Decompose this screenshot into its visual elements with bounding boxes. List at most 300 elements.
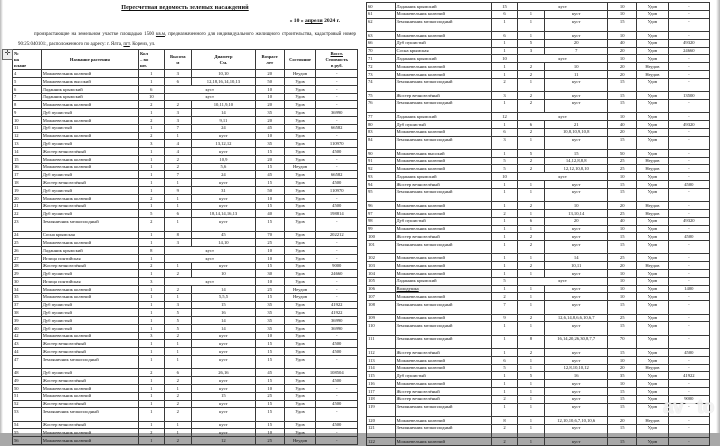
cell-height: 1: [164, 340, 191, 348]
column-header-count-l2: – во: [140, 56, 149, 62]
cell-name: Дуб пушистый: [41, 270, 138, 278]
cell-state: Удов: [636, 356, 668, 364]
cell-cost: -: [668, 165, 709, 173]
cell-state: Удов: [284, 194, 316, 202]
cell-diameter: куст: [544, 285, 607, 293]
cell-cost: -: [668, 322, 709, 335]
cell-cost: -: [316, 117, 358, 125]
cell-state: Неудов: [636, 165, 668, 173]
cell-cost: -: [668, 128, 709, 136]
cell-age: 70: [255, 231, 284, 239]
cell-state: Удов: [284, 171, 316, 179]
cell-count: 6: [139, 85, 165, 93]
cell-diameter: куст: [164, 93, 255, 101]
cell-count: 1: [139, 421, 165, 429]
cell-age: 15: [608, 188, 637, 201]
cell-name: Можжевельник колючий: [395, 225, 492, 233]
cell-height: 1: [164, 421, 191, 429]
cell-age: 15: [608, 136, 637, 149]
table-body-left: [13, 70, 358, 445]
cell-num: 83: [367, 128, 396, 136]
table-row: [13, 286, 358, 294]
cell-count: 2: [492, 78, 517, 91]
cell-cost: -: [668, 335, 709, 348]
table-row: [367, 254, 710, 262]
cell-height: 1: [517, 364, 544, 372]
table-row: [367, 99, 710, 112]
cell-name: Можжевельник колючий: [41, 293, 138, 301]
cell-age: 40: [608, 39, 637, 47]
cell-height: 3: [164, 117, 191, 125]
cell-height: 2: [517, 92, 544, 100]
cell-age: 25: [255, 239, 284, 247]
cell-diameter: куст: [192, 384, 256, 392]
cell-diameter: 16,14,20,26,30,8,7,7: [544, 335, 607, 348]
cell-age: 10: [608, 293, 637, 301]
paragraph-seg-4: строительства, кадастровый номер 90:25:040101:: [18, 32, 356, 47]
cell-age: 20: [608, 47, 637, 55]
table-row: [367, 128, 710, 136]
cell-age: 50: [255, 78, 284, 86]
cell-num: 23: [13, 218, 42, 231]
cell-diameter: 7: [544, 47, 607, 55]
cell-height: 3: [517, 47, 544, 55]
cell-cost: -: [316, 93, 358, 101]
cell-name: Жостер вечнозелёный: [41, 262, 138, 270]
paragraph-seg-2: кв.м: [155, 32, 165, 37]
cell-name: Можжевельник колючий: [395, 165, 492, 173]
cell-age: 10: [608, 55, 637, 63]
tree-inventory-table-right: [366, 2, 710, 446]
cell-age: 15: [608, 395, 637, 403]
cell-age: 35: [255, 301, 284, 309]
cell-state: Удов: [284, 348, 316, 356]
cell-age: 70: [608, 335, 637, 348]
cell-count: 1: [139, 392, 165, 400]
cell-count: 1: [139, 356, 165, 369]
cell-diameter: куст: [544, 322, 607, 335]
cell-num: 115: [367, 372, 396, 380]
cell-count: 1: [492, 387, 517, 395]
cell-num: 8: [13, 101, 42, 109]
cell-height: 5: [517, 149, 544, 157]
table-row: [13, 202, 358, 210]
cell-diameter: куст: [164, 278, 255, 286]
cell-diameter: куст: [544, 403, 607, 416]
cell-age: 10: [608, 380, 637, 388]
cell-diameter: 15: [192, 301, 256, 309]
table-row: [13, 421, 358, 429]
cell-count: 3: [492, 92, 517, 100]
column-header-count-l1: Кол: [140, 51, 148, 57]
cell-diameter: 10,10: [192, 70, 256, 78]
cell-num: 72: [367, 63, 396, 71]
cell-num: 105: [367, 277, 396, 285]
cell-height: 1: [517, 322, 544, 335]
cell-diameter: куст: [192, 340, 256, 348]
table-row: [367, 120, 710, 128]
cell-state: Удов: [636, 322, 668, 335]
cell-count: 1: [139, 384, 165, 392]
cell-age: 35: [255, 140, 284, 148]
table-row: [367, 395, 710, 403]
table-row: [367, 63, 710, 71]
paragraph-seg-7: . Кореиз, ул.: [129, 41, 156, 47]
cell-height: 2: [517, 233, 544, 241]
table-row: [367, 31, 710, 39]
cell-cost: 9000: [316, 262, 358, 270]
cell-num: 77: [367, 113, 396, 121]
table-row: [13, 400, 358, 408]
table-row: [13, 70, 358, 78]
table-row: [13, 140, 358, 148]
page-title: Пересчетная ведомость зеленых насаждений: [121, 5, 249, 11]
cell-diameter: 13,10,14: [544, 209, 607, 217]
cell-diameter: куст: [544, 92, 607, 100]
column-header-name: Название растения: [41, 50, 138, 70]
cell-count: 8: [492, 416, 517, 424]
cell-cost: 4500: [316, 348, 358, 356]
cell-name: Сосна крымская: [41, 231, 138, 239]
cell-diameter: 20: [544, 217, 607, 225]
cell-name: Жостер вечнозелёный: [41, 400, 138, 408]
cell-diameter: куст: [164, 85, 255, 93]
cell-cost: 36990: [316, 109, 358, 117]
cell-age: 10: [255, 194, 284, 202]
cell-state: Удов: [636, 128, 668, 136]
cell-count: 1: [139, 377, 165, 385]
cell-diameter: 12,10,10,6,7,10,10,6: [544, 416, 607, 424]
cell-num: 73: [367, 70, 396, 78]
cell-diameter: куст: [517, 113, 608, 121]
table-row: [13, 369, 358, 377]
table-row: [13, 309, 358, 317]
cell-cost: 24660: [316, 270, 358, 278]
cell-state: Удов: [636, 10, 668, 18]
cell-count: 2: [139, 101, 165, 109]
cell-state: Удов: [636, 99, 668, 112]
cell-count: 1: [139, 171, 165, 179]
cell-age: 40: [608, 120, 637, 128]
cell-num: 12: [13, 132, 42, 140]
cell-diameter: 10: [192, 270, 256, 278]
column-header-cost-l2: Стоимость: [325, 56, 348, 62]
cell-num: 102: [367, 254, 396, 262]
cell-age: 10: [255, 85, 284, 93]
cell-age: 10: [255, 278, 284, 286]
table-row: [13, 301, 358, 309]
cell-height: 1: [517, 424, 544, 437]
table-row: [367, 314, 710, 322]
cell-diameter: куст: [544, 18, 607, 31]
table-body-right: [367, 3, 710, 446]
cell-age: 15: [255, 202, 284, 210]
cell-name: Ладанник крымский: [41, 85, 138, 93]
cell-name: Можжевельник колючий: [41, 155, 138, 163]
cell-cost: 66582: [316, 124, 358, 132]
cell-diameter: 5,6: [192, 163, 256, 171]
cell-count: 2: [139, 117, 165, 125]
cell-height: 1: [517, 225, 544, 233]
cell-state: Удов: [284, 384, 316, 392]
cell-count: 1: [139, 155, 165, 163]
cell-height: 2: [164, 155, 191, 163]
cell-cost: 41922: [668, 372, 709, 380]
cell-name: Володушка: [395, 285, 492, 293]
cell-num: 49: [13, 377, 42, 385]
cell-count: 1: [139, 293, 165, 301]
cell-age: 25: [255, 437, 284, 445]
cell-height: 1: [164, 132, 191, 140]
cell-state: Удов: [284, 377, 316, 385]
cell-name: Земляничник мелкоплодный: [395, 18, 492, 31]
cell-age: 15: [608, 387, 637, 395]
cell-diameter: 24: [192, 171, 256, 179]
cell-cost: 4500: [316, 202, 358, 210]
cell-height: 1: [517, 18, 544, 31]
cell-name: Можжевельник колючий: [41, 117, 138, 125]
cell-name: Можжевельник колючий: [395, 128, 492, 136]
cell-height: 4: [164, 140, 191, 148]
cell-state: Удов: [636, 233, 668, 241]
cell-height: 1: [517, 416, 544, 424]
cell-num: 19: [13, 187, 42, 195]
cell-height: 1: [517, 188, 544, 201]
table-row: [367, 78, 710, 91]
cell-age: 15: [255, 179, 284, 187]
cell-diameter: куст: [544, 136, 607, 149]
cell-age: 25: [255, 392, 284, 400]
cell-num: 43: [13, 340, 42, 348]
cell-name: Жостер вечнозелёный: [395, 395, 492, 403]
cell-cost: 36990: [316, 317, 358, 325]
table-row: [13, 437, 358, 445]
cell-age: 30: [255, 270, 284, 278]
cell-state: Удов: [636, 349, 668, 357]
cell-diameter: 10,8,10,9,10,8: [544, 128, 607, 136]
cell-count: 1: [139, 270, 165, 278]
table-row: [367, 136, 710, 149]
cell-state: Удов: [636, 225, 668, 233]
cell-cost: 202212: [316, 231, 358, 239]
cell-cost: -: [316, 286, 358, 294]
cell-num: 10: [13, 117, 42, 125]
cell-diameter: 15: [544, 149, 607, 157]
cell-num: 76: [367, 99, 396, 112]
cell-state: Неудов: [284, 163, 316, 171]
cell-state: Удов: [284, 101, 316, 109]
cell-state: Удов: [284, 309, 316, 317]
cell-name: Дуб пушистый: [41, 171, 138, 179]
cell-height: 1: [164, 293, 191, 301]
cell-age: 10: [608, 31, 637, 39]
cell-count: 1: [139, 309, 165, 317]
cell-name: Можжевельник колючий: [41, 239, 138, 247]
cell-cost: -: [668, 173, 709, 181]
cell-num: 16: [13, 163, 42, 171]
cell-state: Удов: [284, 187, 316, 195]
cell-name: Жостер вечнозелёный: [41, 377, 138, 385]
cell-count: 1: [492, 380, 517, 388]
column-header-number: [13, 50, 42, 70]
cell-diameter: куст: [544, 241, 607, 254]
cell-name: Земляничник мелкоплодный: [41, 356, 138, 369]
cell-state: Удов: [636, 335, 668, 348]
cell-count: 1: [492, 188, 517, 201]
cell-age: 10: [255, 429, 284, 437]
cell-cost: -: [668, 277, 709, 285]
cell-count: 2: [492, 424, 517, 437]
cell-diameter: 11: [544, 70, 607, 78]
cell-height: 3: [164, 109, 191, 117]
cell-num: 30: [13, 278, 42, 286]
cell-name: Можжевельник колючий: [41, 392, 138, 400]
cell-count: 3: [139, 278, 165, 286]
cell-name: Иглица понтийская: [41, 278, 138, 286]
cell-num: 53: [13, 408, 42, 421]
cell-height: 1: [517, 301, 544, 314]
cell-state: Удов: [284, 132, 316, 140]
cell-name: Можжевельник колючий: [395, 209, 492, 217]
cell-count: 2: [139, 429, 165, 437]
cell-state: Неудов: [636, 416, 668, 424]
cell-age: 15: [608, 92, 637, 100]
column-header-number-l3: плане: [14, 62, 27, 68]
cell-count: 1: [139, 324, 165, 332]
table-row: [13, 109, 358, 117]
cell-num: 118: [367, 395, 396, 403]
cell-count: 1: [492, 241, 517, 254]
column-header-diameter-l1: Диаметр: [214, 53, 233, 59]
cell-state: Удов: [284, 155, 316, 163]
column-header-cost-l1: Восст.: [330, 51, 343, 57]
cell-name: Дуб пушистый: [41, 309, 138, 317]
cell-height: 1: [164, 218, 191, 231]
table-row: [13, 124, 358, 132]
cell-diameter: 45: [192, 231, 256, 239]
table-row: [13, 254, 358, 262]
cell-num: 52: [13, 400, 42, 408]
cell-diameter: куст: [544, 293, 607, 301]
cell-cost: -: [316, 78, 358, 86]
cell-diameter: куст: [192, 132, 256, 140]
table-row: [367, 241, 710, 254]
cell-age: 10: [608, 270, 637, 278]
table-row: [13, 171, 358, 179]
table-row: [367, 364, 710, 372]
column-header-number-l1: №: [14, 51, 19, 57]
column-header-height: [164, 50, 191, 70]
cell-cost: -: [316, 239, 358, 247]
cell-state: Неудов: [636, 63, 668, 71]
cell-diameter: 16: [192, 309, 256, 317]
cell-count: 5: [139, 210, 165, 218]
cell-name: Жостер вечнозелёный: [395, 92, 492, 100]
cell-age: 35: [255, 317, 284, 325]
table-row: [13, 218, 358, 231]
cell-name: Можжевельник колючий: [41, 286, 138, 294]
cell-diameter: куст: [544, 233, 607, 241]
cell-num: 17: [13, 171, 42, 179]
cell-name: Можжевельник колючий: [395, 10, 492, 18]
cell-state: Удов: [284, 429, 316, 437]
cell-name: Земляничник мелкоплодный: [395, 322, 492, 335]
cell-diameter: 10: [544, 202, 607, 210]
cell-num: 18: [13, 179, 42, 187]
cell-age: 20: [608, 364, 637, 372]
cell-num: 103: [367, 262, 396, 270]
cell-state: Удов: [284, 421, 316, 429]
table-row: [13, 340, 358, 348]
cell-diameter: 14: [544, 254, 607, 262]
table-row: [13, 247, 358, 255]
table-row: [13, 262, 358, 270]
cell-cost: -: [668, 438, 709, 446]
cell-diameter: куст: [544, 10, 607, 18]
cell-cost: 4500: [316, 179, 358, 187]
cell-cost: -: [316, 392, 358, 400]
cell-height: 2: [164, 377, 191, 385]
cell-name: Дуб пушистый: [395, 120, 492, 128]
cell-count: 1: [492, 70, 517, 78]
cell-state: Удов: [284, 400, 316, 408]
cell-num: 56: [13, 437, 42, 445]
cell-count: 1: [492, 225, 517, 233]
column-header-diameter: [192, 50, 256, 70]
cell-age: 45: [255, 171, 284, 179]
cell-age: 25: [255, 286, 284, 294]
cell-diameter: куст: [192, 202, 256, 210]
cell-count: 9: [492, 314, 517, 322]
cell-state: Удов: [284, 270, 316, 278]
cell-count: 1: [139, 348, 165, 356]
cell-age: 15: [608, 322, 637, 335]
cell-height: 2: [517, 349, 544, 357]
cell-height: 1: [517, 438, 544, 446]
cell-height: 7: [164, 124, 191, 132]
cell-num: 99: [367, 225, 396, 233]
cell-num: 96: [367, 202, 396, 210]
cell-state: Удов: [636, 293, 668, 301]
cell-height: 9: [164, 187, 191, 195]
cell-count: 2: [139, 262, 165, 270]
column-header-height-l1: Высота: [170, 53, 186, 59]
cell-count: 1: [492, 217, 517, 225]
cell-height: 1: [517, 403, 544, 416]
cell-diameter: куст: [544, 349, 607, 357]
cell-diameter: куст: [544, 181, 607, 189]
table-row: [13, 194, 358, 202]
table-row: [13, 231, 358, 239]
cell-num: 91: [367, 157, 396, 165]
cell-cost: -: [316, 194, 358, 202]
table-move-handle-icon[interactable]: ✛: [2, 49, 13, 60]
cell-age: 15: [255, 408, 284, 421]
cell-diameter: 24: [192, 124, 256, 132]
cell-num: 21: [13, 202, 42, 210]
table-row: [367, 424, 710, 437]
cell-age: 35: [255, 324, 284, 332]
cell-height: 2: [517, 63, 544, 71]
cell-num: 27: [13, 254, 42, 262]
cell-count: 1: [492, 335, 517, 348]
cell-num: 5: [13, 78, 42, 86]
cell-state: Удов: [636, 113, 668, 121]
cell-name: Можжевельник колючий: [41, 132, 138, 140]
cell-count: 1: [139, 78, 165, 86]
cell-num: 94: [367, 181, 396, 189]
cell-diameter: куст: [192, 194, 256, 202]
